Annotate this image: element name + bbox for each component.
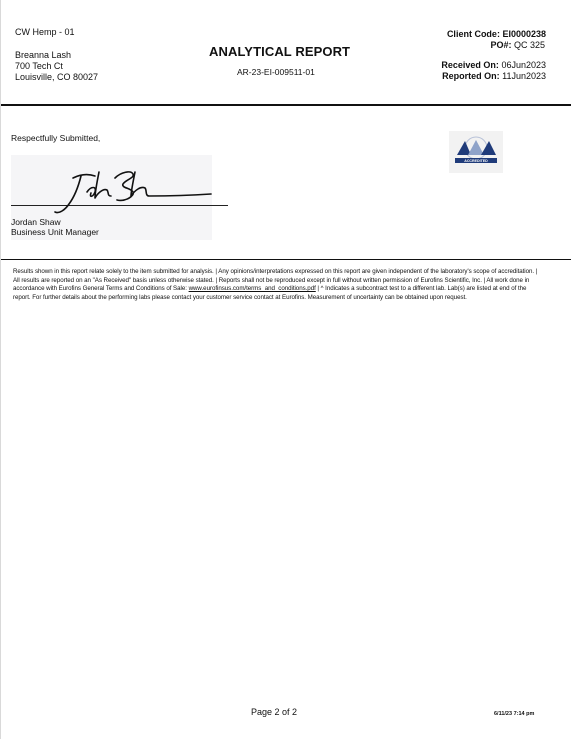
po-label: PO#: [490,40,512,50]
client-code-value: EI0000238 [502,29,546,39]
client-address [15,50,98,83]
signer-name: Jordan Shaw [11,217,61,227]
reported-label: Reported On: [442,71,500,81]
client-line: CW Hemp - 01 [15,27,75,37]
signer-role: Business Unit Manager [11,227,99,237]
po-value: QC 325 [513,40,545,50]
handwritten-signature [51,162,216,222]
page-number: Page 2 of 2 [250,707,298,717]
header-divider [1,104,571,106]
received-label: Received On: [441,60,499,70]
print-timestamp: 6/11/23 7:14 pm [494,711,535,717]
signer-block [11,217,99,237]
reported-row [441,71,546,82]
report-title: ANALYTICAL REPORT [209,44,351,59]
disclaimer-text [13,268,538,303]
po-row [441,40,545,51]
accreditation-badge-icon [449,131,503,173]
terms-link[interactable]: www.eurofinsus.com/terms_and_conditions.pdf [188,285,316,293]
report-number: AR-23-EI-009511-01 [237,67,315,77]
section-divider [1,259,571,260]
address-line-3: Louisville, CO 80027 [15,72,99,82]
disclaimer-part-1: Results shown in this report relate solely to the item submitted for analysis. | Any opinions/interpretations expressed on this report are given independent of the laboratory's scope of accreditation. | All results are reported on an "As Received" basis unless otherwise stated. | Reports shall not be reproduced except in full without written permission of Eurofins Scientific, Inc. | All work done in accordance with Eurofins General Terms and Conditions of Sale: [13,268,538,293]
client-code-label: Client Code: [446,29,500,39]
address-line-2: 700 Tech Ct [15,61,63,71]
received-row [441,60,546,71]
report-meta [441,29,546,82]
disclaimer-part-2: | ^ Indicates a subcontract test to a different lab. Lab(s) are listed at end of the report. For further details about the performing labs please contact your customer service contact at Eurofins. Measurement of uncertainty can be obtained upon request. [13,285,527,302]
client-code-row [441,29,546,40]
submitted-text: Respectfully Submitted, [11,133,101,143]
received-value: 06Jun2023 [501,60,546,70]
address-line-1: Breanna Lash [15,50,72,60]
badge-text: ACCREDITED [464,159,488,163]
reported-value: 11Jun2023 [502,71,546,81]
